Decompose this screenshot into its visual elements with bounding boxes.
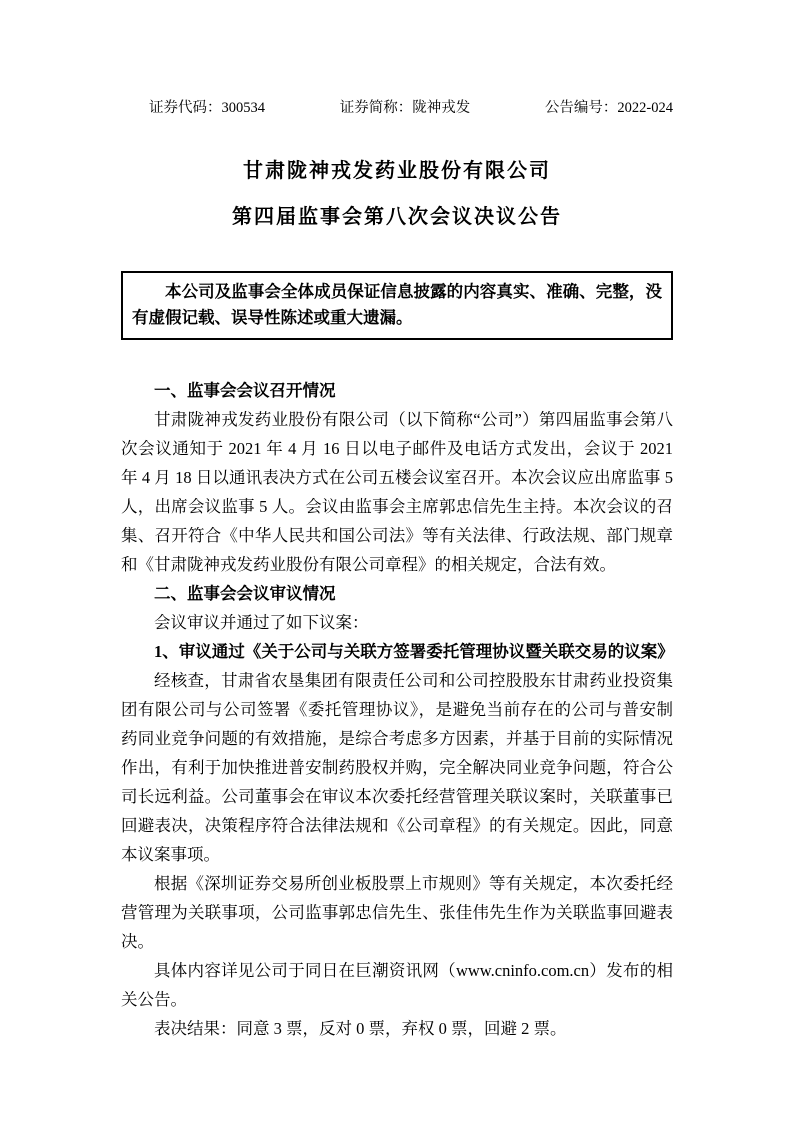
securities-code: 证券代码：300534 xyxy=(149,100,265,116)
securities-abbr: 证券简称：陇神戎发 xyxy=(339,100,471,116)
doc-header xyxy=(121,96,673,117)
paragraph-convening: 甘肃陇神戎发药业股份有限公司（以下简称“公司”）第四届监事会第八次会议通知于 2021 年 4 月 16 日以电子邮件及电话方式发出，会议于 2021 年 4 月 18 日以通讯表决方式在公司五楼会议室召开。本次会议应出席监事 5 人，出席会议监事 5 人。会议由监事会主席郭忠信先生主持。本次会议的召集、召开符合《中华人民共和国公司法》等有关法律、行政法规、部门规章和《甘肃陇神戎发药业股份有限公司章程》的相关规定，合法有效。 xyxy=(121,410,673,574)
paragraph-recusal: 根据《深圳证券交易所创业板股票上市规则》等有关规定，本次委托经营管理为关联事项，公司监事郭忠信先生、张佳伟先生作为关联监事回避表决。 xyxy=(121,874,673,951)
paragraph-intro: 会议审议并通过了如下议案： xyxy=(154,613,369,632)
announcement-number: 公告编号：2022-024 xyxy=(544,100,673,116)
paragraph-reference: 具体内容详见公司于同日在巨潮资讯网（www.cninfo.com.cn）发布的相关公告。 xyxy=(121,961,673,1009)
vote-result: 表决结果：同意 3 票，反对 0 票，弃权 0 票，回避 2 票。 xyxy=(154,1019,567,1038)
proposal-heading: 1、审议通过《关于公司与关联方签署委托管理协议暨关联交易的议案》 xyxy=(154,642,674,661)
statement-text: 本公司及监事会全体成员保证信息披露的内容真实、准确、完整，没有虚假记载、误导性陈述或重大遗漏。 xyxy=(132,282,662,327)
meeting-title: 第四届监事会第八次会议决议公告 xyxy=(232,206,562,228)
company-title: 甘肃陇神戎发药业股份有限公司 xyxy=(243,160,551,182)
paragraph-review: 经核查，甘肃省农垦集团有限责任公司和公司控股股东甘肃药业投资集团有限公司与公司签署《委托管理协议》，是避免当前存在的公司与普安制药同业竞争问题的有效措施，是综合考虑多方因素，并基于目前的实际情况作出，有利于加快推进普安制药股权并购，完全解决同业竞争问题，符合公司长远利益。公司董事会在审议本次委托经营管理关联议案时，关联董事已回避表决，决策程序符合法律法规和《公司章程》的有关规定。因此，同意本议案事项。 xyxy=(121,671,673,864)
section-heading-1: 一、监事会会议召开情况 xyxy=(154,381,336,400)
section-heading-2: 二、监事会会议审议情况 xyxy=(154,584,336,603)
document-body xyxy=(121,376,673,1043)
statement-box xyxy=(121,271,673,340)
